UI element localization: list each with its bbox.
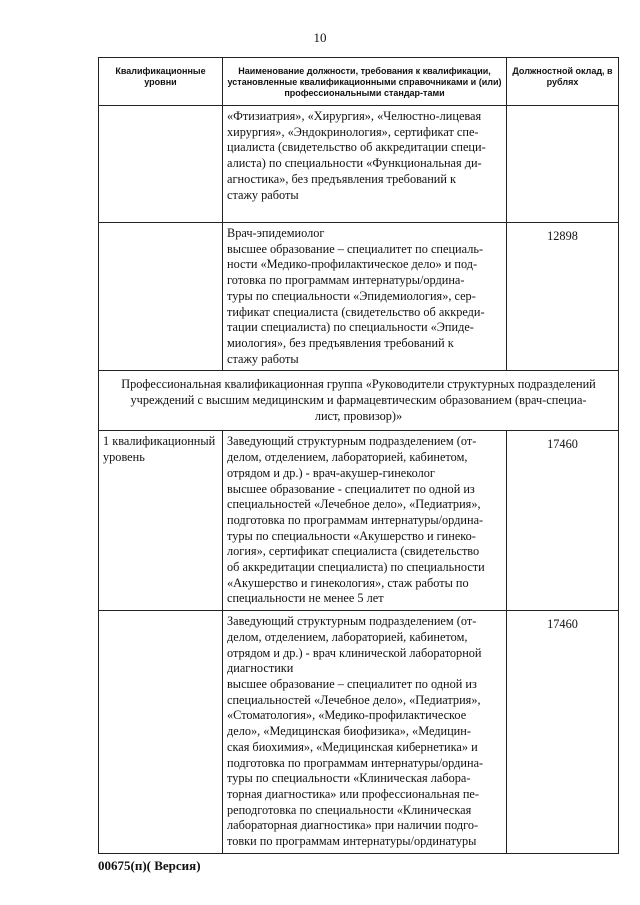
salary-cell: 12898 bbox=[507, 223, 619, 371]
salary-cell: 17460 bbox=[507, 611, 619, 854]
requirements-cell: Врач-эпидемиолог высшее образование – специалитет по специаль- ности «Медико-профилактическое дело» и под- готовка по программам интернатуры/ордина- туры по специальности «Эпидемиология», сер- тификат специалиста (свидетельство об аккреди- тации специалиста) по специальности «Эпиде- миология», без предъявления требований к стажу работы bbox=[223, 223, 507, 371]
level-cell bbox=[99, 106, 223, 223]
table-row bbox=[99, 106, 619, 223]
professional-group-title: Профессиональная квалификационная группа «Руководители структурных подразделений учреждений с высшим медицинским и фармацевтическим образованием (врач-специа- лист, провизор)» bbox=[99, 371, 619, 431]
table-row bbox=[99, 223, 619, 371]
document-code: 00675(п)( Версия) bbox=[98, 858, 201, 873]
requirements-cell: Заведующий структурным подразделением (от- дeлом, отделением, лабораторией, кабинетом, отрядом и др.) - врач клинической лабораторной диагностики высшее образование – специалитет по одной из специальностей «Лечебное дело», «Педиатрия», «Стоматология», «Медико-профилактическое дело», «Медицинская биофизика», «Медицин- ская биохимия», «Медицинская кибернетика» и подготовка по программам интернатуры/ордина- туры по специальности «Клиническая лабора- торная диагностика» или профессиональная пе- реподготовка по специальности «Клиническая лабораторная диагностика» при наличии подго- товки по программам интернатуры/ординатуры bbox=[223, 611, 507, 854]
page-number: 10 bbox=[313, 30, 327, 45]
table-header-row bbox=[99, 58, 619, 106]
level-cell bbox=[99, 223, 223, 371]
level-cell: 1 квалификационный уровень bbox=[99, 431, 223, 611]
qualification-table bbox=[98, 57, 619, 854]
header-qualification-levels: Квалификационные уровни bbox=[99, 58, 223, 106]
salary-cell bbox=[507, 106, 619, 223]
salary-cell: 17460 bbox=[507, 431, 619, 611]
table-row bbox=[99, 611, 619, 854]
requirements-cell: Заведующий структурным подразделением (от- делом, отделением, лабораторией, кабинетом, отрядом и др.) - врач-акушер-гинеколог высшее образование - специалитет по одной из специальностей «Лечебное дело», «Педиатрия», подготовка по программам интернатуры/ордина- туры по специальности «Акушерство и гинеко- логия», сертификат специалиста (свидетельство об аккредитации специалиста) по специальности «Акушерство и гинекология», стаж работы по специальности не менее 5 лет bbox=[223, 431, 507, 611]
header-position-requirements: Наименование должности, требования к квалификации, установленные квалификационными справочниками и (или) профессиональными стандар-тами bbox=[223, 58, 507, 106]
group-row bbox=[99, 371, 619, 431]
table-row bbox=[99, 431, 619, 611]
level-cell bbox=[99, 611, 223, 854]
header-salary: Должностной оклад, в рублях bbox=[507, 58, 619, 106]
requirements-cell: «Фтизиатрия», «Хирургия», «Челюстно-лицевая хирургия», «Эндокринология», сертификат спе- циалиста (свидетельство об аккредитации специ- алиста) по специальности «Функциональная ди- агностика», без предъявления требований к стажу работы bbox=[223, 106, 507, 223]
